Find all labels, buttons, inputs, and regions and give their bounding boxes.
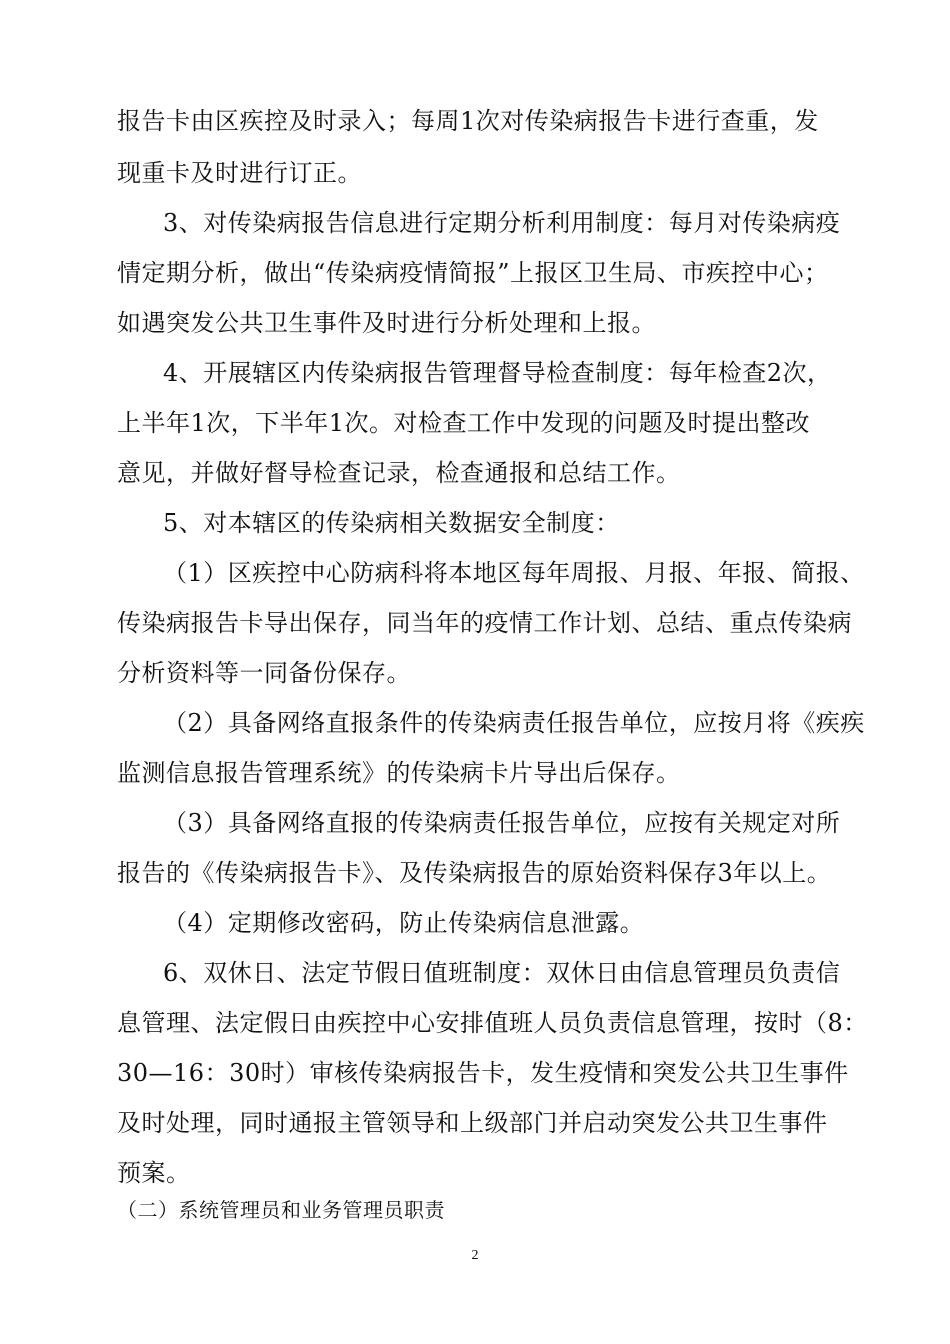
text-line: 情定期分析，做出“传染病疫情简报”上报区卫生局、市疾控中心； [117,259,829,287]
text-line: 报告的《传染病报告卡》、及传染病报告的原始资料保存3年以上。 [117,859,832,887]
text-line: 传染病报告卡导出保存，同当年的疫情工作计划、总结、重点传染病 [117,609,852,637]
text-line: 现重卡及时进行订正。 [117,159,362,187]
text-line: 报告卡由区疾控及时录入；每周1次对传染病报告卡进行查重，发 [117,107,819,135]
text-line: （4）定期修改密码，防止传染病信息泄露。 [163,909,645,937]
section-heading: （二）系统管理员和业务管理员职责 [117,1198,445,1222]
text-line: 监测信息报告管理系统》的传染病卡片导出后保存。 [117,759,681,787]
text-line: 6、双休日、法定节假日值班制度：双休日由信息管理员负责信 [163,959,841,987]
text-line: 上半年1次，下半年1次。对检查工作中发现的问题及时提出整改 [117,409,811,437]
text-line: 3、对传染病报告信息进行定期分析利用制度：每月对传染病疫 [163,209,841,237]
text-line: 意见，并做好督导检查记录，检查通报和总结工作。 [117,459,681,487]
text-line: 及时处理，同时通报主管领导和上级部门并启动突发公共卫生事件 [117,1109,828,1137]
text-line: （2）具备网络直报条件的传染病责任报告单位，应按月将《疾疾 [163,709,865,737]
text-line: （3）具备网络直报的传染病责任报告单位，应按有关规定对所 [163,809,841,837]
text-line: 息管理、法定假日由疾控中心安排值班人员负责信息管理，按时（8： [117,1009,868,1037]
text-line: 4、开展辖区内传染病报告管理督导检查制度：每年检查2次， [163,359,832,387]
text-line: 30—16：30时）审核传染病报告卡，发生疫情和突发公共卫生事件 [117,1059,849,1087]
page-number: 2 [471,1248,479,1263]
text-line: 预案。 [117,1159,191,1187]
text-line: 分析资料等一同备份保存。 [117,659,411,687]
text-line: （1）区疾控中心防病科将本地区每年周报、月报、年报、简报、 [163,559,865,587]
text-line: 如遇突发公共卫生事件及时进行分析处理和上报。 [117,309,656,337]
text-line: 5、对本辖区的传染病相关数据安全制度： [163,509,620,537]
